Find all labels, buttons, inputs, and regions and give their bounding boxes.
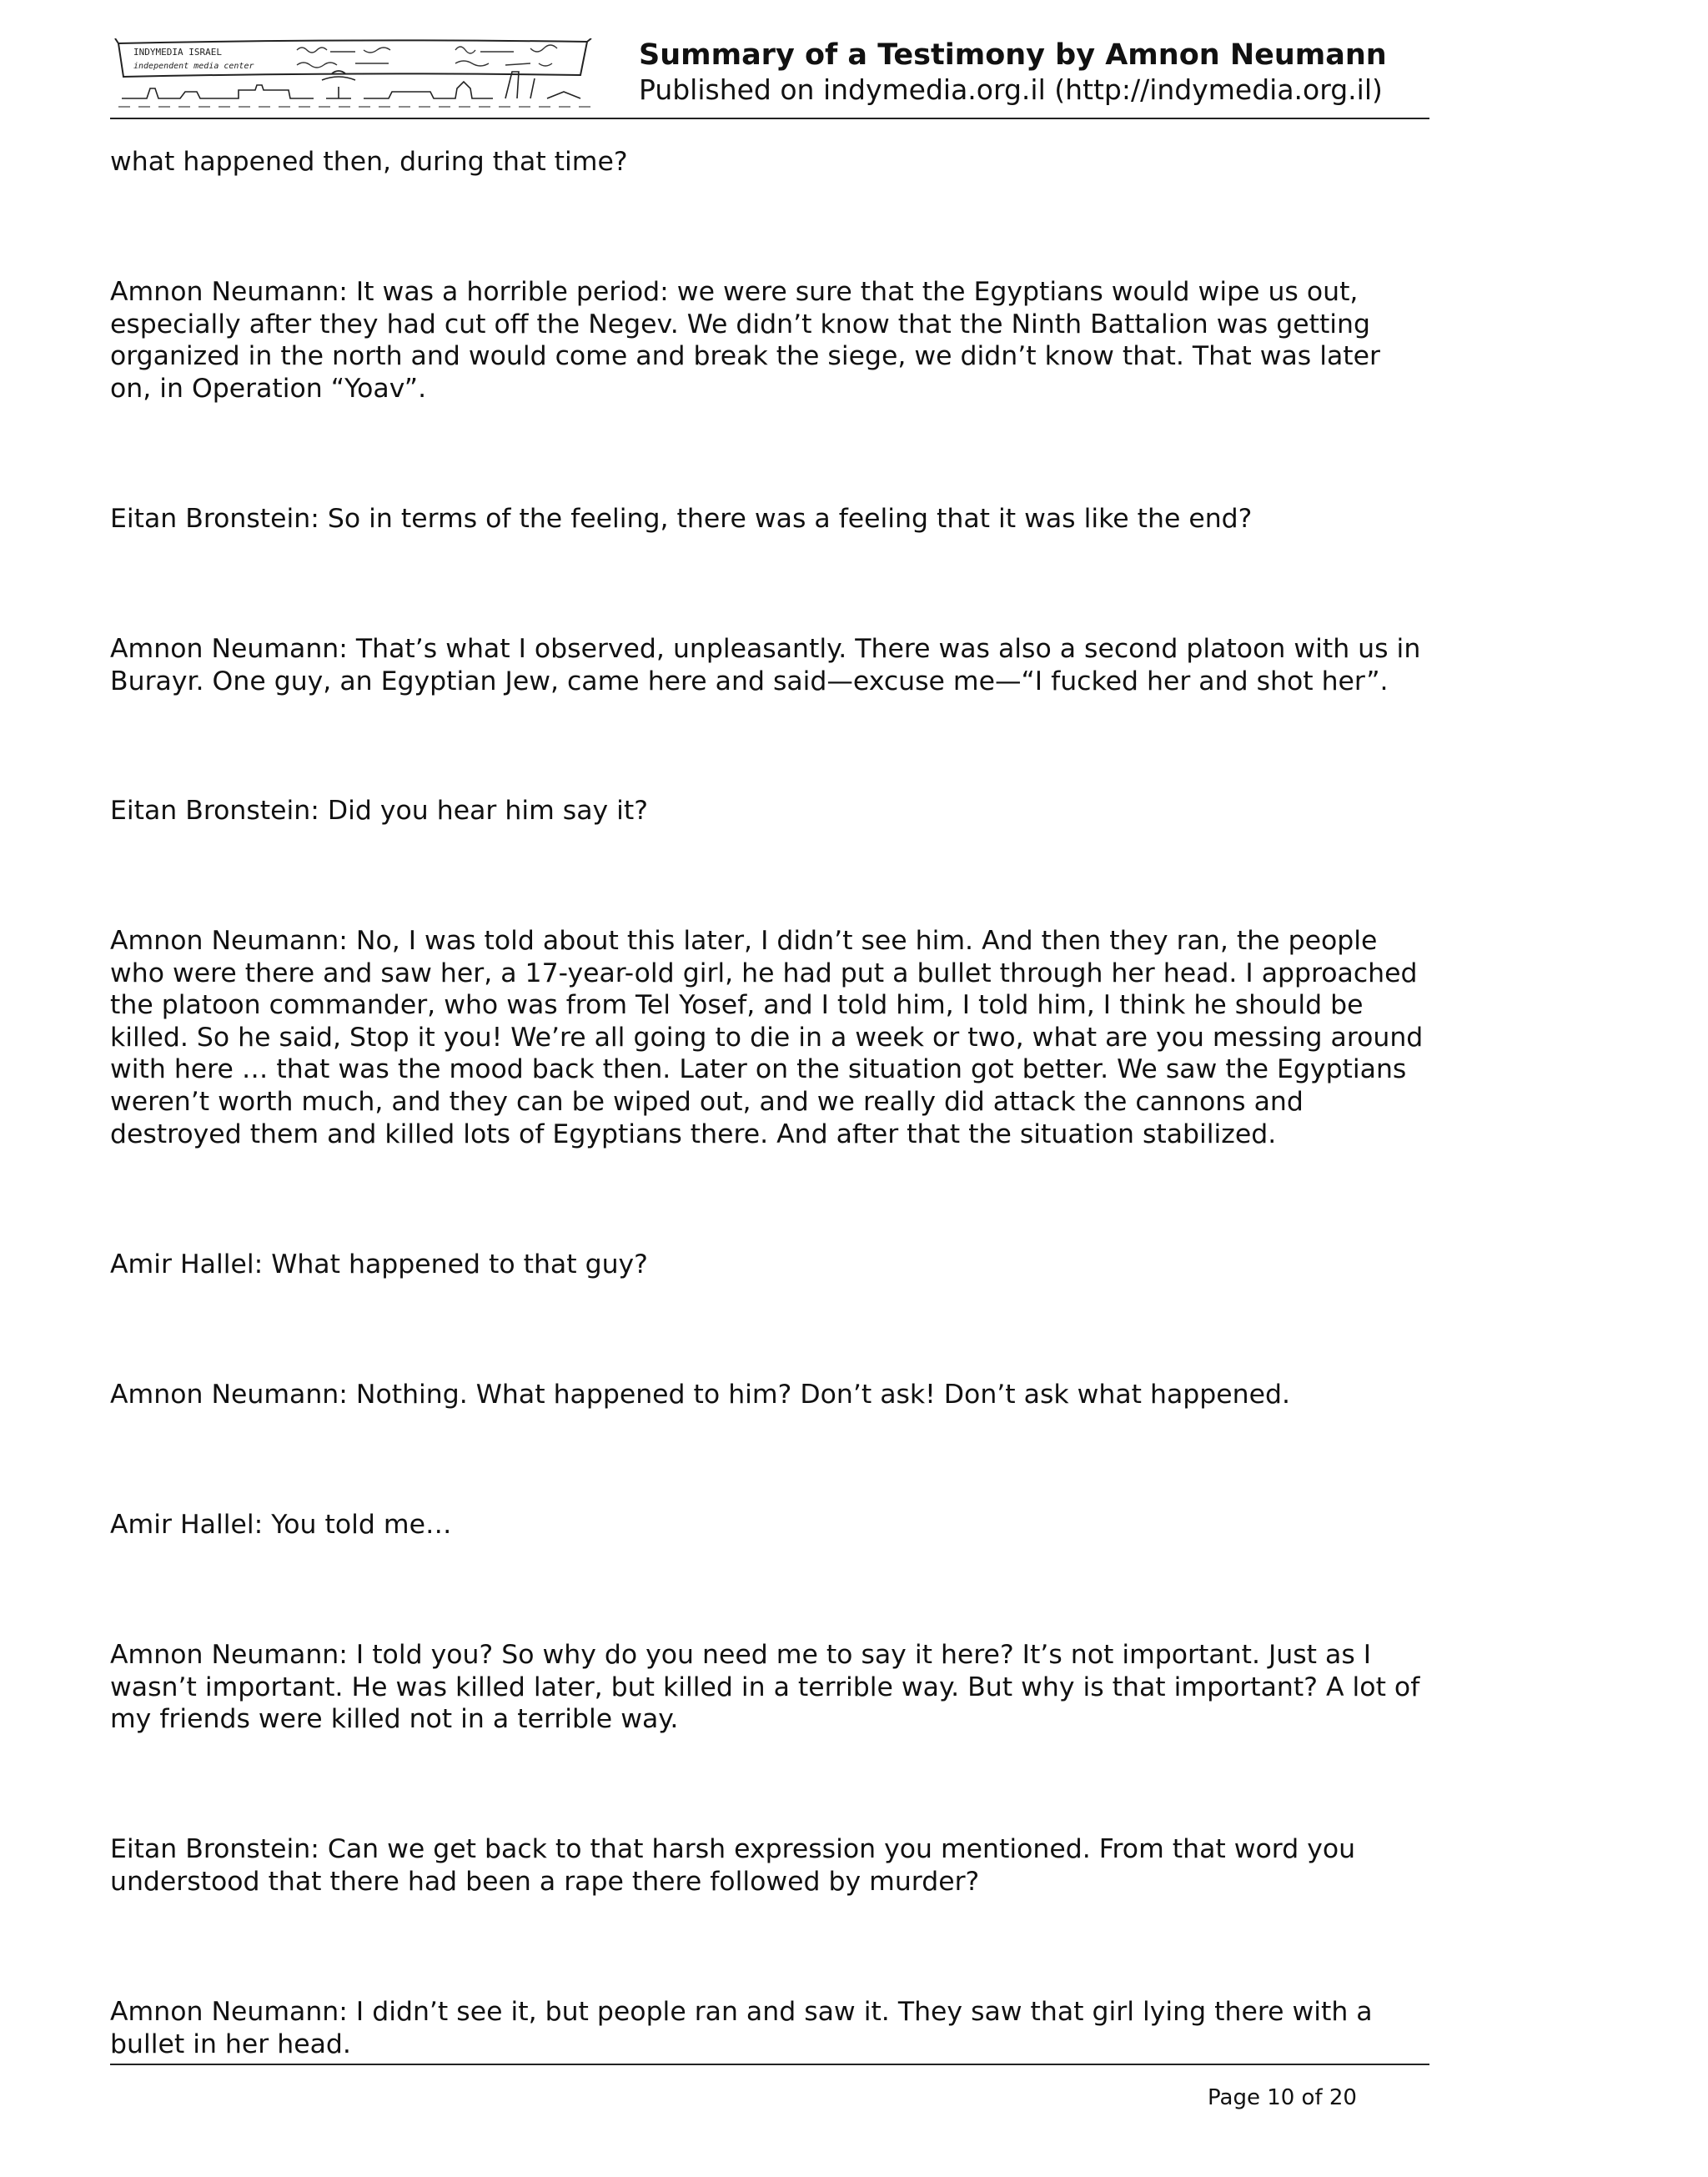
transcript-paragraph: Eitan Bronstein: Can we get back to that harsh expression you mentioned. From that word you understood that there had been a rape there followed by murder? [110, 1834, 1356, 1897]
transcript-paragraph: Amnon Neumann: It was a horrible period: we were sure that the Egyptians would wipe us out, especially after they had cut off the Negev. We didn’t know that the Ninth Battalion was getting organized in the north and would come and break the siege, we didn’t know that. That was later on, in Operation “Yoav”. [110, 277, 1380, 404]
page-header [110, 32, 1429, 118]
transcript-paragraph: Eitan Bronstein: Did you hear him say it? [110, 796, 648, 826]
document-title: Summary of a Testimony by Amnon Neumann [639, 38, 1387, 72]
indymedia-israel-logo-icon [113, 38, 593, 112]
transcript-paragraph: Amnon Neumann: I told you? So why do you need me to say it here? It’s not important. Just as I wasn’t important. He was killed later, but killed in a terrible way. But why is that important? A lot of my friends were killed not in a terrible way. [110, 1640, 1420, 1735]
logo-text-latin-2: independent media center [133, 62, 254, 71]
transcript-paragraph: what happened then, during that time? [110, 147, 628, 177]
header-divider [110, 118, 1429, 119]
document-source: Published on indymedia.org.il (http://indymedia.org.il) [639, 73, 1383, 106]
transcript-paragraph: Amir Hallel: You told me… [110, 1510, 452, 1540]
transcript-paragraph: Amnon Neumann: That’s what I observed, unpleasantly. There was also a second platoon with us in Burayr. One guy, an Egyptian Jew, came here and said—excuse me—“I fucked her and shot her”. [110, 634, 1421, 696]
transcript-paragraph: Amnon Neumann: Nothing. What happened to him? Don’t ask! Don’t ask what happened. [110, 1380, 1291, 1410]
transcript-paragraph: Amnon Neumann: I didn’t see it, but people ran and saw it. They saw that girl lying there with a bullet in her head. [110, 1997, 1373, 2059]
footer-divider [110, 2064, 1429, 2065]
logo-text-latin-1: INDYMEDIA ISRAEL [133, 47, 222, 58]
transcript-paragraph: Amir Hallel: What happened to that guy? [110, 1249, 648, 1280]
transcript-paragraph: Eitan Bronstein: So in terms of the feeling, there was a feeling that it was like the end? [110, 504, 1253, 534]
page-number: Page 10 of 20 [1208, 2085, 1357, 2110]
transcript-paragraph: Amnon Neumann: No, I was told about this later, I didn’t see him. And then they ran, the people who were there and saw her, a 17-year-old girl, he had put a bullet through her head. I approached the platoon commander, who was from Tel Yosef, and I told him, I told him, I think he should be killed. So he said, Stop it you! We’re all going to die in a week or two, what are you messing around with here … that was the mood back then. Later on the situation got better. We saw the Egyptians weren’t worth much, and they can be wiped out, and we really did attack the cannons and destroyed them and killed lots of Egyptians there. And after that the situation stabilized. [110, 926, 1424, 1149]
